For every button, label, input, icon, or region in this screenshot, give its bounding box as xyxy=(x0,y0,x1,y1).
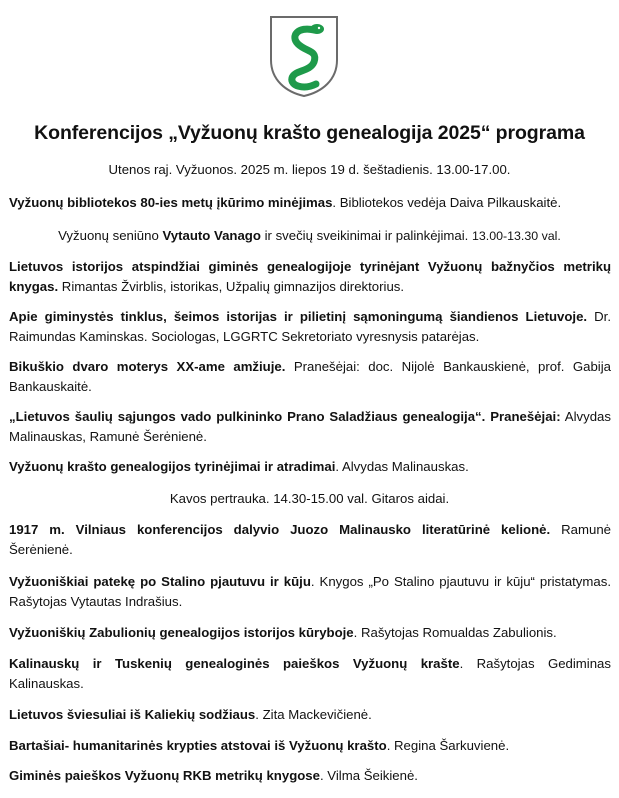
coat-of-arms-icon xyxy=(268,14,340,98)
program-item: Kalinauskų ir Tuskenių genealoginės paieškos Vyžuonų krašte. Rašytojas Gediminas Kalinauskas. xyxy=(9,656,611,691)
program-intro: Utenos raj. Vyžuonos. 2025 m. liepos 19 d. šeštadienis. 13.00-17.00. xyxy=(108,162,511,177)
program-item: Lietuvos istorijos atspindžiai giminės genealogijoje tyrinėjant Vyžuonų bažnyčios metrikų knygas. Rimantas Žvirblis, istorikas, Užpalių gimnazijos direktorius. xyxy=(9,259,611,294)
program-item: 1917 m. Vilniaus konferencijos dalyvio Juozo Malinausko literatūrinė kelionė. Ramunė Šerėnienė. xyxy=(9,522,611,557)
program-item: Giminės paieškos Vyžuonų RKB metrikų knygose. Vilma Šeikienė. xyxy=(9,768,418,783)
program-item: Vyžuonų krašto genealogijos tyrinėjimai ir atradimai. Alvydas Malinauskas. xyxy=(9,459,469,474)
program-item: Lietuvos šviesuliai iš Kaliekių sodžiaus. Zita Mackevičienė. xyxy=(9,707,372,722)
program-item: Vyžuonų seniūno Vytauto Vanago ir svečių sveikinimai ir palinkėjimai. 13.00-13.30 val. xyxy=(58,228,561,243)
program-item: Vyžuoniškiai patekę po Stalino pjautuvu ir kūju. Knygos „Po Stalino pjautuvu ir kūju“ pristatymas. Rašytojas Vytautas Indrašius. xyxy=(9,574,611,609)
program-item: Apie giminystės tinklus, šeimos istorijas ir pilietinį sąmoningumą šiandienos Lietuvoje. Dr. Raimundas Kaminskas. Sociologas, LGGRTC Sekretoriato vyresnysis patarėjas. xyxy=(9,309,611,344)
program-item: „Lietuvos šaulių sąjungos vado pulkininko Prano Saladžiaus genealogija“. Pranešėjai: Alvydas Malinauskas, Ramunė Šerėnienė. xyxy=(9,409,611,444)
program-item: Bikuškio dvaro moterys XX-ame amžiuje. Pranešėjai: doc. Nijolė Bankauskienė, prof. Gabija Bankauskaitė. xyxy=(9,359,611,394)
program-item: Vyžuonų bibliotekos 80-ies metų įkūrimo minėjimas. Bibliotekos vedėja Daiva Pilkauskaitė. xyxy=(9,195,562,210)
program-item: Bartašiai- humanitarinės krypties atstovai iš Vyžuonų krašto. Regina Šarkuvienė. xyxy=(9,738,510,753)
program-item: Vyžuoniškių Zabulionių genealogijos istorijos kūryboje. Rašytojas Romualdas Zabulionis. xyxy=(9,625,557,640)
coffee-break: Kavos pertrauka. 14.30-15.00 val. Gitaros aidai. xyxy=(169,491,450,506)
page-title: Konferencijos „Vyžuonų krašto genealogija 2025“ programa xyxy=(34,122,585,144)
